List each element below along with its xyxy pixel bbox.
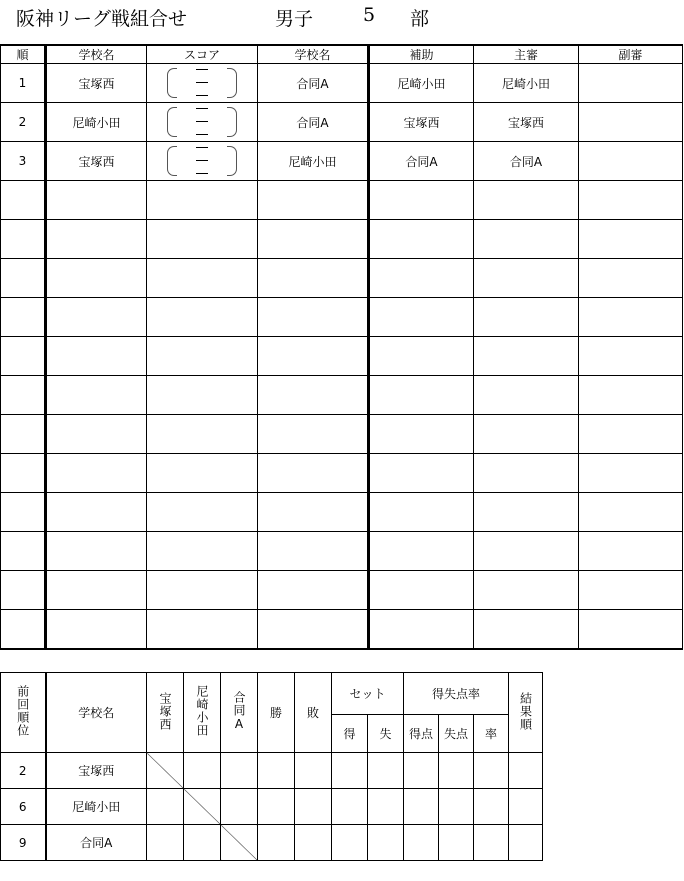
- division-number: 5: [363, 4, 376, 26]
- sub-referee-cell[interactable]: [579, 181, 683, 220]
- score-cell[interactable]: [147, 532, 258, 571]
- match-order[interactable]: [1, 532, 46, 571]
- result-cell[interactable]: [184, 825, 221, 861]
- school-cell: 宝塚西: [46, 753, 147, 789]
- sub-referee-cell: [579, 103, 683, 142]
- losses-cell[interactable]: [295, 825, 332, 861]
- header-school: 学校名: [46, 673, 147, 753]
- header-school-b: 学校名: [258, 45, 369, 64]
- result-cell[interactable]: [147, 825, 184, 861]
- team-a-cell[interactable]: [46, 181, 147, 220]
- empty-match-row: [1, 220, 683, 259]
- wins-cell[interactable]: [258, 753, 295, 789]
- team-a-cell: 尼崎小田: [46, 103, 147, 142]
- empty-match-row: [1, 571, 683, 610]
- team-a-cell[interactable]: [46, 454, 147, 493]
- match-order[interactable]: [1, 610, 46, 650]
- score-cell[interactable]: [147, 103, 258, 142]
- match-order[interactable]: [1, 181, 46, 220]
- close-bracket: [227, 68, 237, 98]
- team-a-cell[interactable]: [46, 298, 147, 337]
- sub-referee-cell[interactable]: [579, 376, 683, 415]
- referee-cell[interactable]: [474, 454, 579, 493]
- team-a-cell[interactable]: [46, 415, 147, 454]
- team-b-cell[interactable]: [258, 376, 369, 415]
- match-order[interactable]: [1, 259, 46, 298]
- sub-referee-cell[interactable]: [579, 259, 683, 298]
- prev-rank-cell: 6: [1, 789, 46, 825]
- team-a-cell[interactable]: [46, 571, 147, 610]
- assist-cell[interactable]: [369, 610, 474, 650]
- wins-cell[interactable]: [258, 825, 295, 861]
- match-order[interactable]: [1, 415, 46, 454]
- assist-cell[interactable]: [369, 532, 474, 571]
- score-cell[interactable]: [147, 259, 258, 298]
- score-cell[interactable]: [147, 610, 258, 650]
- sets-lost-cell[interactable]: [368, 789, 404, 825]
- team-a-cell[interactable]: [46, 376, 147, 415]
- referee-cell: 尼崎小田: [474, 64, 579, 103]
- team-b-cell[interactable]: [258, 259, 369, 298]
- self-match-cell: [184, 789, 221, 825]
- points-against-cell[interactable]: [439, 789, 474, 825]
- score-cell[interactable]: [147, 376, 258, 415]
- match-row: [1, 103, 683, 142]
- score-cell[interactable]: [147, 571, 258, 610]
- header-points-against: 失点: [439, 715, 474, 753]
- ratio-cell[interactable]: [474, 789, 509, 825]
- score-cell[interactable]: [147, 337, 258, 376]
- sets-won-cell[interactable]: [332, 825, 368, 861]
- school-cell: 合同A: [46, 825, 147, 861]
- points-for-cell[interactable]: [404, 789, 439, 825]
- header-opponent-1: 宝塚西: [147, 673, 184, 753]
- header-score: スコア: [147, 45, 258, 64]
- close-bracket: [227, 107, 237, 137]
- losses-cell[interactable]: [295, 789, 332, 825]
- team-a-cell[interactable]: [46, 493, 147, 532]
- team-a-cell[interactable]: [46, 337, 147, 376]
- sub-referee-cell: [579, 142, 683, 181]
- assist-cell[interactable]: [369, 181, 474, 220]
- assist-cell[interactable]: [369, 259, 474, 298]
- team-b-cell: 合同A: [258, 64, 369, 103]
- match-order[interactable]: [1, 298, 46, 337]
- team-a-cell[interactable]: [46, 532, 147, 571]
- result-rank-cell[interactable]: [509, 825, 543, 861]
- match-order[interactable]: [1, 493, 46, 532]
- assist-cell[interactable]: [369, 454, 474, 493]
- team-a-cell: 宝塚西: [46, 64, 147, 103]
- score-cell[interactable]: [147, 493, 258, 532]
- header-result-rank: 結果順: [509, 673, 543, 753]
- match-order[interactable]: [1, 220, 46, 259]
- ratio-cell[interactable]: [474, 753, 509, 789]
- header-opponent-2: 尼崎小田: [184, 673, 221, 753]
- assist-cell[interactable]: [369, 571, 474, 610]
- team-b-cell: 合同A: [258, 103, 369, 142]
- result-cell[interactable]: [221, 753, 258, 789]
- team-b-cell[interactable]: [258, 298, 369, 337]
- header-referee: 主審: [474, 45, 579, 64]
- points-against-cell[interactable]: [439, 753, 474, 789]
- assist-cell: 尼崎小田: [369, 64, 474, 103]
- team-a-cell: 宝塚西: [46, 142, 147, 181]
- score-cell[interactable]: [147, 454, 258, 493]
- empty-match-row: [1, 610, 683, 650]
- sub-referee-cell: [579, 64, 683, 103]
- standings-table: [0, 672, 543, 861]
- referee-cell[interactable]: [474, 610, 579, 650]
- result-cell[interactable]: [147, 789, 184, 825]
- team-a-cell[interactable]: [46, 610, 147, 650]
- prev-rank-cell: 9: [1, 825, 46, 861]
- sets-won-cell[interactable]: [332, 753, 368, 789]
- sub-referee-cell[interactable]: [579, 454, 683, 493]
- standing-row: [1, 753, 543, 789]
- sub-referee-cell[interactable]: [579, 610, 683, 650]
- referee-cell[interactable]: [474, 181, 579, 220]
- result-rank-cell[interactable]: [509, 753, 543, 789]
- header-prev-rank: 前回順位: [1, 673, 46, 753]
- header-sets-won: 得: [332, 715, 368, 753]
- score-cell[interactable]: [147, 142, 258, 181]
- standing-row: [1, 825, 543, 861]
- referee-cell[interactable]: [474, 337, 579, 376]
- assist-cell: 合同A: [369, 142, 474, 181]
- assist-cell[interactable]: [369, 298, 474, 337]
- score-cell[interactable]: [147, 181, 258, 220]
- match-order[interactable]: [1, 571, 46, 610]
- sub-referee-cell[interactable]: [579, 571, 683, 610]
- referee-cell: 合同A: [474, 142, 579, 181]
- result-cell[interactable]: [184, 753, 221, 789]
- header-order: 順: [1, 45, 46, 64]
- open-bracket: [167, 146, 177, 176]
- team-a-cell[interactable]: [46, 259, 147, 298]
- empty-match-row: [1, 259, 683, 298]
- empty-match-row: [1, 337, 683, 376]
- sets-lost-cell[interactable]: [368, 825, 404, 861]
- assist-cell: 宝塚西: [369, 103, 474, 142]
- team-b-cell[interactable]: [258, 220, 369, 259]
- team-b-cell[interactable]: [258, 532, 369, 571]
- empty-match-row: [1, 454, 683, 493]
- result-cell[interactable]: [221, 789, 258, 825]
- score-cell[interactable]: [147, 220, 258, 259]
- score-cell[interactable]: [147, 298, 258, 337]
- header-sets-lost: 失: [368, 715, 404, 753]
- match-order[interactable]: [1, 454, 46, 493]
- standing-row: [1, 789, 543, 825]
- sub-referee-cell[interactable]: [579, 220, 683, 259]
- self-match-cell: [221, 825, 258, 861]
- referee-cell: 宝塚西: [474, 103, 579, 142]
- team-b-cell[interactable]: [258, 493, 369, 532]
- team-b-cell[interactable]: [258, 337, 369, 376]
- page-title: 阪神リーグ戦組合せ: [16, 8, 188, 30]
- referee-cell[interactable]: [474, 376, 579, 415]
- header-school-a: 学校名: [46, 45, 147, 64]
- team-b-cell[interactable]: [258, 610, 369, 650]
- points-for-cell[interactable]: [404, 753, 439, 789]
- header-assist: 補助: [369, 45, 474, 64]
- sets-won-cell[interactable]: [332, 789, 368, 825]
- team-b-cell[interactable]: [258, 181, 369, 220]
- open-bracket: [167, 107, 177, 137]
- match-order: 1: [1, 64, 46, 103]
- header-opponent-3: 合同A: [221, 673, 258, 753]
- self-match-cell: [147, 753, 184, 789]
- assist-cell[interactable]: [369, 415, 474, 454]
- sub-referee-cell[interactable]: [579, 532, 683, 571]
- division-suffix: 部: [410, 8, 430, 30]
- points-for-cell[interactable]: [404, 825, 439, 861]
- losses-cell[interactable]: [295, 753, 332, 789]
- assist-cell[interactable]: [369, 220, 474, 259]
- header-losses: 敗: [295, 673, 332, 753]
- header-sub-referee: 副審: [579, 45, 683, 64]
- empty-match-row: [1, 493, 683, 532]
- empty-match-row: [1, 415, 683, 454]
- close-bracket: [227, 146, 237, 176]
- header-ratio: 率: [474, 715, 509, 753]
- wins-cell[interactable]: [258, 789, 295, 825]
- result-rank-cell[interactable]: [509, 789, 543, 825]
- referee-cell[interactable]: [474, 415, 579, 454]
- match-order[interactable]: [1, 376, 46, 415]
- header-wins: 勝: [258, 673, 295, 753]
- sub-referee-cell[interactable]: [579, 415, 683, 454]
- referee-cell[interactable]: [474, 532, 579, 571]
- referee-cell[interactable]: [474, 220, 579, 259]
- assist-cell[interactable]: [369, 337, 474, 376]
- score-cell[interactable]: [147, 64, 258, 103]
- referee-cell[interactable]: [474, 571, 579, 610]
- sub-referee-cell[interactable]: [579, 493, 683, 532]
- team-b-cell[interactable]: [258, 415, 369, 454]
- referee-cell[interactable]: [474, 259, 579, 298]
- header-sets: セット: [332, 673, 404, 715]
- empty-match-row: [1, 181, 683, 220]
- school-cell: 尼崎小田: [46, 789, 147, 825]
- ratio-cell[interactable]: [474, 825, 509, 861]
- empty-match-row: [1, 376, 683, 415]
- score-cell[interactable]: [147, 415, 258, 454]
- match-row: [1, 64, 683, 103]
- assist-cell[interactable]: [369, 376, 474, 415]
- sets-lost-cell[interactable]: [368, 753, 404, 789]
- match-order[interactable]: [1, 337, 46, 376]
- match-order: 2: [1, 103, 46, 142]
- empty-match-row: [1, 298, 683, 337]
- header-points-for: 得点: [404, 715, 439, 753]
- empty-match-row: [1, 532, 683, 571]
- header-point-ratio: 得失点率: [404, 673, 509, 715]
- sub-referee-cell[interactable]: [579, 298, 683, 337]
- sub-referee-cell[interactable]: [579, 337, 683, 376]
- referee-cell[interactable]: [474, 298, 579, 337]
- assist-cell[interactable]: [369, 493, 474, 532]
- points-against-cell[interactable]: [439, 825, 474, 861]
- gender-label: 男子: [275, 8, 314, 30]
- referee-cell[interactable]: [474, 493, 579, 532]
- open-bracket: [167, 68, 177, 98]
- team-b-cell: 尼崎小田: [258, 142, 369, 181]
- team-a-cell[interactable]: [46, 220, 147, 259]
- match-schedule-table: [0, 44, 683, 650]
- team-b-cell[interactable]: [258, 571, 369, 610]
- prev-rank-cell: 2: [1, 753, 46, 789]
- team-b-cell[interactable]: [258, 454, 369, 493]
- match-order: 3: [1, 142, 46, 181]
- match-row: [1, 142, 683, 181]
